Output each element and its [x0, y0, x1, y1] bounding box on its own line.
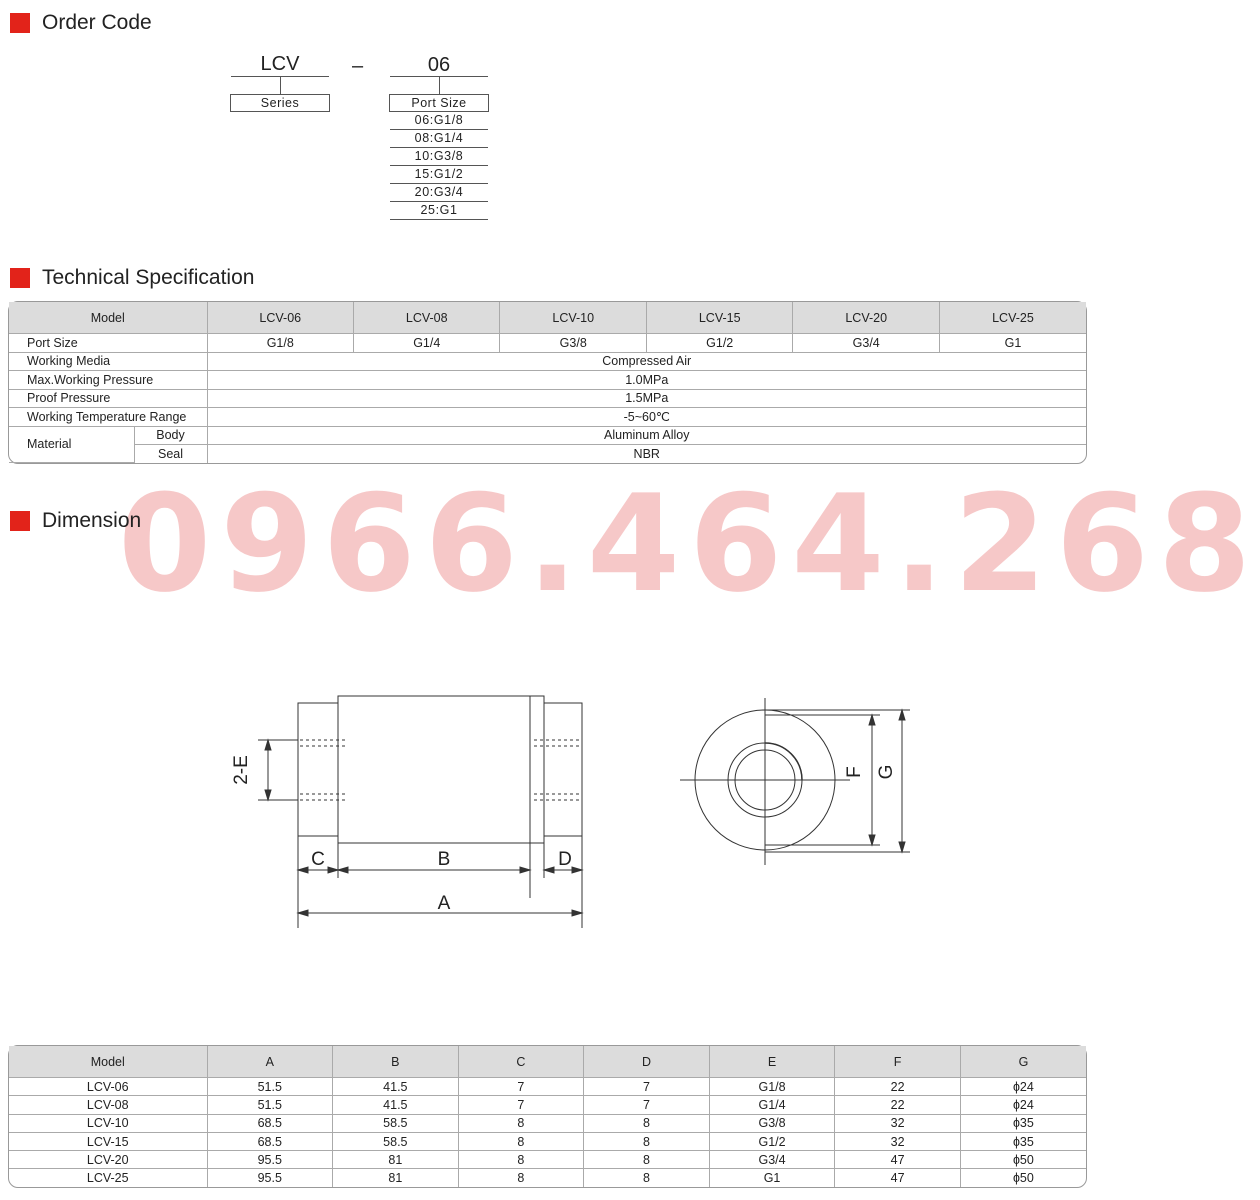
- dim-cell: 68.5: [207, 1114, 333, 1132]
- spec-value: NBR: [207, 445, 1086, 463]
- dim-header: G: [960, 1046, 1086, 1078]
- dim-row: [9, 1169, 1086, 1187]
- dim-cell: 58.5: [333, 1114, 459, 1132]
- order-code-heading: [10, 11, 152, 35]
- spec-table: [8, 301, 1087, 464]
- dim-cell: 51.5: [207, 1078, 333, 1096]
- dimension-table: [8, 1045, 1087, 1188]
- dim-cell: 22: [835, 1096, 961, 1114]
- port-option: 06:G1/8: [390, 112, 488, 130]
- spec-model: LCV-10: [500, 302, 646, 334]
- dim-cell: G3/4: [709, 1151, 835, 1169]
- dim-cell: 8: [584, 1151, 710, 1169]
- port-option: 25:G1: [390, 202, 488, 220]
- port-option: 10:G3/8: [390, 148, 488, 166]
- dim-row: [9, 1078, 1086, 1096]
- spec-row-max-pressure: [9, 371, 1086, 390]
- dim-cell: 22: [835, 1078, 961, 1096]
- spec-label: Port Size: [9, 334, 207, 353]
- dim-cell: G1/4: [709, 1096, 835, 1114]
- dim-cell: 47: [835, 1169, 961, 1187]
- dim-header: E: [709, 1046, 835, 1078]
- dim-cell: LCV-10: [9, 1114, 207, 1132]
- dim-cell: 7: [458, 1096, 584, 1114]
- dim-cell: 95.5: [207, 1169, 333, 1187]
- spec-value: G1: [939, 334, 1086, 353]
- series-label: Series: [230, 94, 330, 112]
- side-view-drawing: [230, 680, 610, 940]
- dim-cell: ɸ50: [960, 1169, 1086, 1187]
- port-option: 20:G3/4: [390, 184, 488, 202]
- tech-spec-heading: [10, 266, 254, 290]
- tech-spec-title: Technical Specification: [42, 266, 255, 289]
- dim-header: C: [458, 1046, 584, 1078]
- spec-model: LCV-25: [939, 302, 1086, 334]
- dim-cell: LCV-08: [9, 1096, 207, 1114]
- size-connector: [439, 76, 440, 94]
- dim-cell: G1/2: [709, 1132, 835, 1150]
- dim-cell: 58.5: [333, 1132, 459, 1150]
- dim-label-b: B: [437, 849, 451, 870]
- order-code-title: Order Code: [42, 11, 152, 34]
- spec-label: Max.Working Pressure: [9, 371, 207, 390]
- spec-row-material-seal: [9, 445, 1086, 463]
- dim-cell: ɸ35: [960, 1114, 1086, 1132]
- dim-cell: 8: [458, 1132, 584, 1150]
- dim-cell: ɸ35: [960, 1132, 1086, 1150]
- spec-model: LCV-06: [207, 302, 353, 334]
- spec-label: Working Media: [9, 352, 207, 371]
- series-code: LCV: [260, 53, 300, 75]
- spec-model: LCV-15: [646, 302, 792, 334]
- dim-cell: LCV-25: [9, 1169, 207, 1187]
- dim-header: Model: [9, 1046, 207, 1078]
- spec-label: Material: [9, 426, 134, 463]
- spec-value: G1/4: [354, 334, 500, 353]
- spec-value: 1.0MPa: [207, 371, 1086, 390]
- dim-cell: 8: [584, 1169, 710, 1187]
- phone-watermark: 0966.464.268: [118, 466, 1260, 622]
- dim-cell: 81: [333, 1151, 459, 1169]
- dim-cell: G1: [709, 1169, 835, 1187]
- dim-header: D: [584, 1046, 710, 1078]
- dim-cell: 8: [458, 1151, 584, 1169]
- dim-row: [9, 1114, 1086, 1132]
- dim-cell: LCV-15: [9, 1132, 207, 1150]
- dim-label-2e: 2-E: [231, 755, 252, 785]
- red-square-icon: [10, 13, 30, 33]
- spec-model-header: Model: [9, 302, 207, 334]
- dim-cell: LCV-06: [9, 1078, 207, 1096]
- spec-value: G3/8: [500, 334, 646, 353]
- dim-cell: 32: [835, 1132, 961, 1150]
- dim-label-d: D: [558, 849, 572, 870]
- dim-row: [9, 1151, 1086, 1169]
- port-option: 08:G1/4: [390, 130, 488, 148]
- dim-cell: 95.5: [207, 1151, 333, 1169]
- spec-row-temperature: [9, 408, 1086, 427]
- spec-value: -5~60℃: [207, 408, 1086, 427]
- red-square-icon: [10, 511, 30, 531]
- spec-row-port-size: [9, 334, 1086, 353]
- dim-cell: 8: [584, 1114, 710, 1132]
- dim-cell: 32: [835, 1114, 961, 1132]
- dim-row: [9, 1132, 1086, 1150]
- dim-cell: G3/8: [709, 1114, 835, 1132]
- dim-cell: 41.5: [333, 1078, 459, 1096]
- spec-model: LCV-08: [354, 302, 500, 334]
- spec-model: LCV-20: [793, 302, 939, 334]
- end-view-drawing: [670, 690, 930, 870]
- spec-row-material-body: [9, 426, 1086, 445]
- spec-label: Working Temperature Range: [9, 408, 207, 427]
- dimension-heading: [10, 509, 141, 533]
- dim-label-c: C: [311, 849, 325, 870]
- dim-header: A: [207, 1046, 333, 1078]
- port-option: 15:G1/2: [390, 166, 488, 184]
- dim-cell: ɸ24: [960, 1096, 1086, 1114]
- spec-row-proof-pressure: [9, 389, 1086, 408]
- dim-cell: 51.5: [207, 1096, 333, 1114]
- dim-cell: ɸ50: [960, 1151, 1086, 1169]
- spec-sublabel: Body: [134, 426, 207, 445]
- dim-cell: 7: [458, 1078, 584, 1096]
- spec-label: Proof Pressure: [9, 389, 207, 408]
- dim-cell: 68.5: [207, 1132, 333, 1150]
- dimension-title: Dimension: [42, 509, 142, 532]
- dim-cell: 41.5: [333, 1096, 459, 1114]
- red-square-icon: [10, 268, 30, 288]
- dim-cell: 47: [835, 1151, 961, 1169]
- dim-header: B: [333, 1046, 459, 1078]
- dim-header: F: [835, 1046, 961, 1078]
- dim-cell: 81: [333, 1169, 459, 1187]
- dim-cell: 8: [584, 1132, 710, 1150]
- spec-value: Compressed Air: [207, 352, 1086, 371]
- dim-row: [9, 1096, 1086, 1114]
- dim-cell: ɸ24: [960, 1078, 1086, 1096]
- size-code: 06: [427, 54, 451, 76]
- spec-row-working-media: [9, 352, 1086, 371]
- spec-value: G3/4: [793, 334, 939, 353]
- dim-cell: G1/8: [709, 1078, 835, 1096]
- dim-cell: LCV-20: [9, 1151, 207, 1169]
- dim-cell: 7: [584, 1078, 710, 1096]
- dim-cell: 8: [458, 1114, 584, 1132]
- series-connector: [280, 76, 281, 94]
- dim-label-f: F: [844, 766, 865, 778]
- spec-sublabel: Seal: [134, 445, 207, 463]
- port-size-label: Port Size: [389, 94, 489, 112]
- dim-label-a: A: [437, 893, 451, 914]
- spec-value: G1/2: [646, 334, 792, 353]
- dim-label-g: G: [876, 764, 897, 780]
- order-code-dash: –: [352, 55, 364, 77]
- dim-cell: 8: [458, 1169, 584, 1187]
- spec-value: G1/8: [207, 334, 353, 353]
- spec-value: Aluminum Alloy: [207, 426, 1086, 445]
- dim-cell: 7: [584, 1096, 710, 1114]
- spec-value: 1.5MPa: [207, 389, 1086, 408]
